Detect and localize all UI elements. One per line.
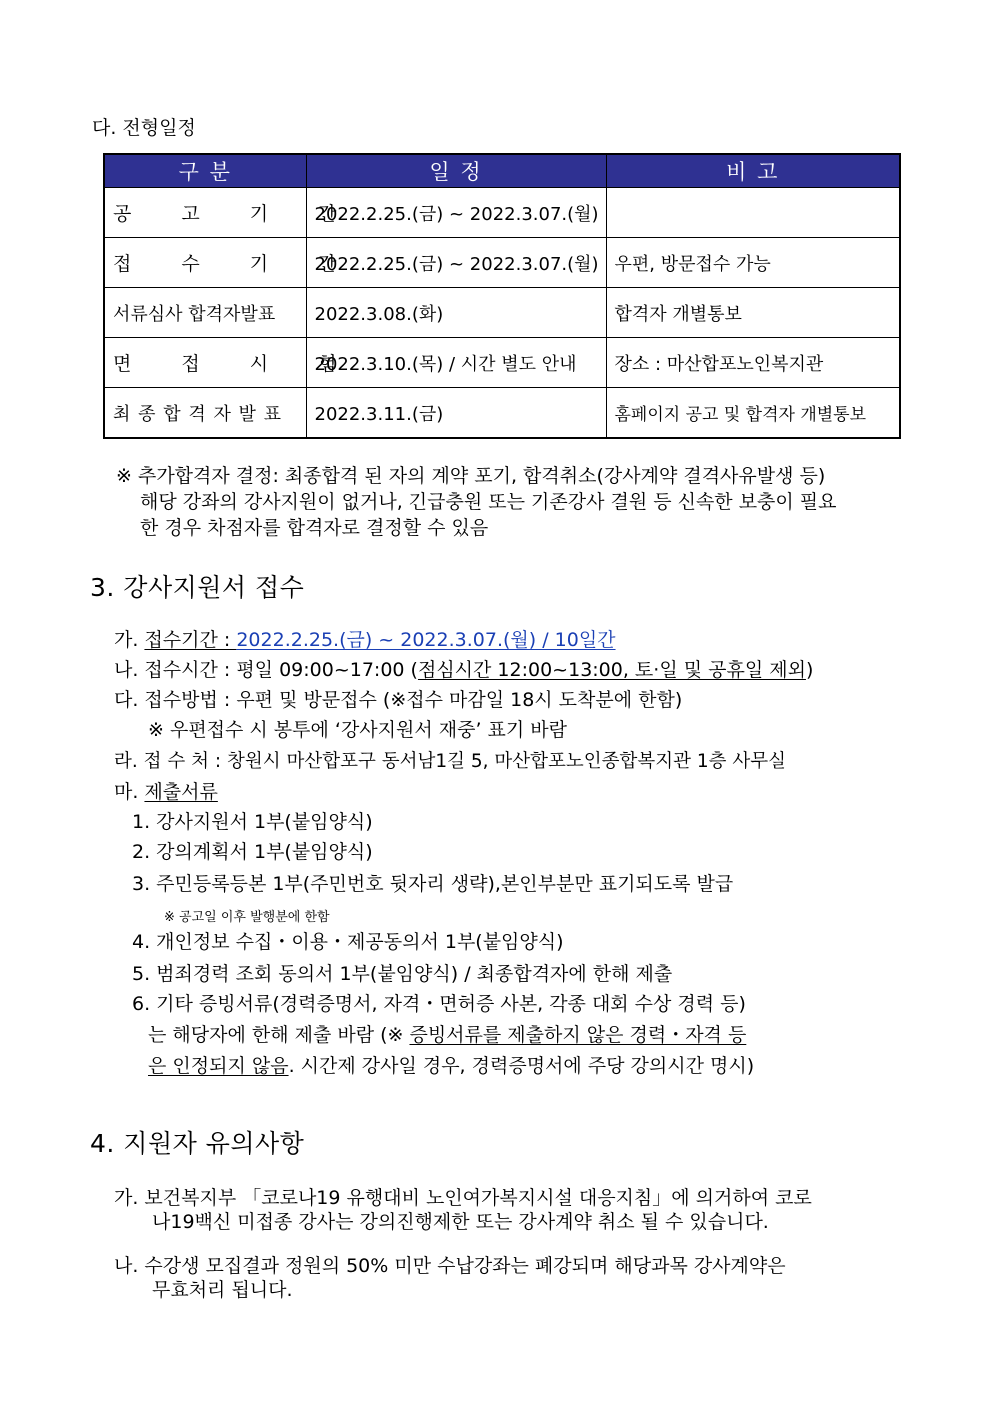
section3-item-ga: [114, 626, 616, 654]
ga-label: 접수기간 :: [144, 629, 237, 651]
row-date: 2022.2.25.(금) ~ 2022.3.07.(월): [306, 188, 606, 238]
row-label: 면 접 시 험: [104, 338, 306, 388]
row-note: 홈페이지 공고 및 합격자 개별통보: [606, 388, 900, 439]
document-item-6-line-3: [148, 1052, 754, 1080]
row-date: 2022.3.10.(목) / 시간 별도 안내: [306, 338, 606, 388]
na-prefix: 나. 접수시간 : 평일 09:00~17:00 (: [114, 659, 418, 681]
row-note: [606, 188, 900, 238]
document-item-5: 5. 범죄경력 조회 동의서 1부(붙임양식) / 최종합격자에 한해 제출: [132, 963, 673, 985]
section3-title: 3. 강사지원서 접수: [90, 573, 305, 602]
row-note: 우편, 방문접수 가능: [606, 238, 900, 288]
schedule-table: [103, 153, 901, 439]
item6-line3-suffix: . 시간제 강사일 경우, 경력증명서에 주당 강의시간 명시): [288, 1055, 755, 1077]
row-label: 서류심사 합격자발표: [104, 288, 306, 338]
table-row: [104, 238, 900, 288]
row-note: 장소 : 마산합포노인복지관: [606, 338, 900, 388]
na-suffix: ): [805, 659, 814, 681]
row-label: 최 종 합 격 자 발 표: [104, 388, 306, 439]
document-item-6-line-2: [148, 1021, 746, 1049]
table-header-row: [104, 154, 900, 188]
na-underlined: 점심시간 12:00~13:00, 토·일 및 공휴일 제외: [417, 659, 806, 681]
section4-item-ga-line-1: 가. 보건복지부 「코로나19 유행대비 노인여가복지시설 대응지침」에 의거하여 코로: [114, 1187, 812, 1209]
header-schedule: 일 정: [306, 154, 606, 188]
document-item-4: 4. 개인정보 수집・이용・제공동의서 1부(붙임양식): [132, 931, 564, 953]
ga-prefix: 가.: [114, 629, 145, 651]
schedule-note-line-1: ※ 추가합격자 결정: 최종합격 된 자의 계약 포기, 합격취소(강사계약 결격사유발생 등): [116, 465, 826, 487]
section3-item-da: 다. 접수방법 : 우편 및 방문접수 (※접수 마감일 18시 도착분에 한함): [114, 689, 683, 711]
section3-item-na: [114, 656, 813, 684]
item6-line2-prefix: 는 해당자에 한해 제출 바람 (※: [148, 1024, 410, 1046]
table-row: [104, 338, 900, 388]
schedule-note-line-3: 한 경우 차점자를 합격자로 결정할 수 있음: [140, 517, 489, 539]
section4-title: 4. 지원자 유의사항: [90, 1129, 305, 1158]
row-label: 공 고 기 간: [104, 188, 306, 238]
item6-line2-underlined: 증빙서류를 제출하지 않은 경력・자격 등: [409, 1024, 747, 1046]
row-note: 합격자 개별통보: [606, 288, 900, 338]
document-item-3: 3. 주민등록등본 1부(주민번호 뒷자리 생략),본인부분만 표기되도록 발급: [132, 873, 734, 895]
document-item-1: 1. 강사지원서 1부(붙임양식): [132, 811, 373, 833]
schedule-note-line-2: 해당 강좌의 강사지원이 없거나, 긴급충원 또는 기존강사 결원 등 신속한 보충이 필요: [140, 491, 837, 513]
table-row: [104, 188, 900, 238]
section4-item-ga-line-2: 나19백신 미접종 강사는 강의진행제한 또는 강사계약 취소 될 수 있습니다.: [152, 1211, 769, 1233]
row-date: 2022.3.08.(화): [306, 288, 606, 338]
section3-item-ma: [114, 778, 218, 806]
row-label: 접 수 기 간: [104, 238, 306, 288]
ma-prefix: 마.: [114, 781, 145, 803]
document-item-2: 2. 강의계획서 1부(붙임양식): [132, 841, 373, 863]
header-category: 구 분: [104, 154, 306, 188]
item6-line3-underlined: 은 인정되지 않음: [148, 1055, 289, 1077]
row-date: 2022.2.25.(금) ~ 2022.3.07.(월): [306, 238, 606, 288]
section3-item-da-note: ※ 우편접수 시 봉투에 ‘강사지원서 재중’ 표기 바람: [148, 719, 568, 741]
document-item-6: 6. 기타 증빙서류(경력증명서, 자격・면허증 사본, 각종 대회 수상 경력 등): [132, 993, 746, 1015]
row-date: 2022.3.11.(금): [306, 388, 606, 439]
section4-item-na-line-1: 나. 수강생 모집결과 정원의 50% 미만 수납강좌는 폐강되며 해당과목 강사계약은: [114, 1255, 786, 1277]
document-item-3-note: ※ 공고일 이후 발행분에 한함: [164, 910, 330, 925]
schedule-heading: 다. 전형일정: [92, 117, 196, 139]
ga-value: 2022.2.25.(금) ~ 2022.3.07.(월) / 10일간: [236, 629, 616, 651]
section4-item-na-line-2: 무효처리 됩니다.: [152, 1279, 293, 1301]
section3-item-ra: 라. 접 수 처 : 창원시 마산합포구 동서남1길 5, 마산합포노인종합복지관 1층 사무실: [114, 751, 786, 772]
header-remarks: 비 고: [606, 154, 900, 188]
table-row: [104, 388, 900, 439]
table-row: [104, 288, 900, 338]
ma-label: 제출서류: [144, 781, 218, 803]
